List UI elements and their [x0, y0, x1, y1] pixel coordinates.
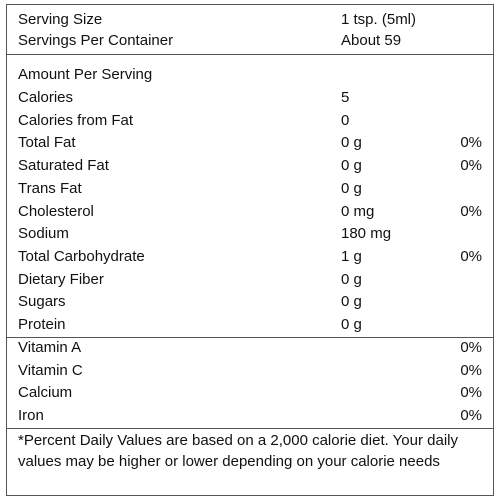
vitamin-name: Iron — [18, 407, 44, 425]
vitamin-row — [7, 360, 493, 382]
nutrient-row — [7, 269, 493, 291]
nutrition-facts-panel — [6, 4, 494, 496]
nutrient-name: Saturated Fat — [18, 157, 109, 175]
nutrient-amount: 0 — [341, 111, 350, 129]
nutrient-name: Calories — [18, 89, 74, 106]
nutrient-row — [7, 201, 493, 223]
vitamin-row — [7, 382, 493, 404]
vitamin-daily-value: 0% — [460, 339, 482, 356]
vitamin-daily-value: 0% — [460, 361, 482, 379]
nutrient-row — [7, 314, 493, 336]
servings-per-container-value: About 59 — [341, 32, 402, 49]
serving-info-section — [7, 5, 493, 55]
nutrient-daily-value: 0% — [460, 134, 482, 152]
nutrient-row — [7, 132, 493, 154]
nutrient-name: Calories from Fat — [18, 111, 134, 129]
nutrient-row — [7, 87, 493, 109]
nutrient-amount: 1 g — [341, 247, 362, 265]
nutrient-name: Total Fat — [18, 134, 76, 152]
nutrient-amount: 0 g — [341, 270, 362, 288]
nutrient-name: Sugars — [18, 293, 66, 311]
serving-size-value: 1 tsp. (5ml) — [341, 11, 417, 28]
amount-per-serving-label: Amount Per Serving — [18, 66, 153, 83]
nutrient-amount: 0 g — [341, 134, 362, 152]
nutrient-amount: 0 g — [341, 157, 362, 175]
nutrient-amount: 180 mg — [341, 225, 392, 243]
nutrient-row — [7, 155, 493, 177]
nutrient-amount: 0 g — [341, 316, 362, 333]
nutrient-row — [7, 223, 493, 245]
nutrient-row — [7, 178, 493, 200]
nutrient-amount: 0 mg — [341, 202, 375, 220]
nutrient-daily-value: 0% — [460, 157, 482, 175]
nutrient-name: Total Carbohydrate — [18, 247, 145, 265]
nutrient-row — [7, 110, 493, 132]
servings-per-container-row — [7, 30, 493, 52]
vitamin-daily-value: 0% — [460, 384, 482, 402]
nutrient-name: Dietary Fiber — [18, 270, 104, 288]
vitamin-row — [7, 337, 493, 359]
nutrient-name: Cholesterol — [18, 202, 94, 220]
serving-size-row — [7, 9, 493, 31]
nutrient-row — [7, 291, 493, 313]
nutrient-amount: 0 g — [341, 179, 362, 197]
nutrient-amount: 0 g — [341, 293, 362, 311]
vitamin-daily-value: 0% — [460, 407, 482, 425]
serving-size-label: Serving Size — [18, 11, 103, 28]
nutrient-row — [7, 246, 493, 268]
amount-per-serving-header — [7, 64, 493, 86]
vitamin-row — [7, 405, 493, 427]
nutrient-name: Protein — [18, 316, 66, 333]
footnote-divider — [7, 428, 493, 429]
daily-value-footnote: *Percent Daily Values are based on a 2,000 calorie diet. Your daily values may be higher or lower depending on your calorie needs — [18, 432, 459, 470]
nutrient-name: Trans Fat — [18, 179, 82, 197]
nutrient-amount: 5 — [341, 89, 350, 106]
vitamin-name: Calcium — [18, 384, 73, 402]
vitamin-name: Vitamin C — [18, 361, 83, 379]
vitamin-name: Vitamin A — [18, 339, 82, 356]
nutrient-daily-value: 0% — [460, 247, 482, 265]
nutrient-daily-value: 0% — [460, 202, 482, 220]
servings-per-container-label: Servings Per Container — [18, 32, 174, 49]
nutrient-name: Sodium — [18, 225, 69, 243]
